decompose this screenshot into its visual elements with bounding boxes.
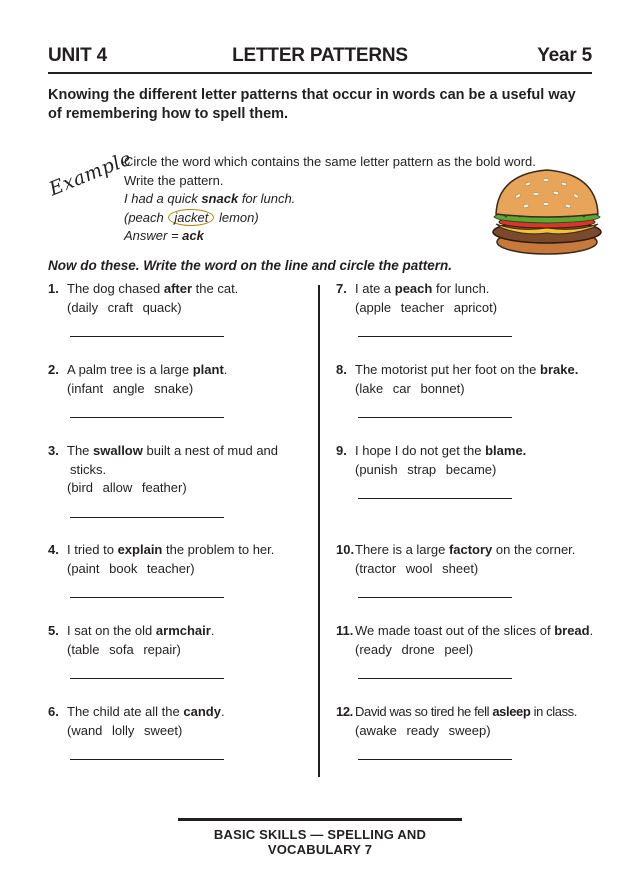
sentence-post: the cat. xyxy=(192,281,239,296)
answer-line[interactable] xyxy=(358,498,512,499)
question-4 xyxy=(48,541,274,598)
sentence-pre: I hope I do not get the xyxy=(355,443,486,458)
bold-word: after xyxy=(163,281,193,296)
sentence-post: in class. xyxy=(530,704,577,719)
bold-word: plant xyxy=(192,362,224,377)
question-sentence xyxy=(355,703,577,722)
answer-line[interactable] xyxy=(358,336,512,337)
sentence-pre: David was so tired he fell xyxy=(355,704,493,719)
answer-line[interactable] xyxy=(70,597,224,598)
example-options xyxy=(124,209,536,228)
sentence-pre: The motorist put her foot on the xyxy=(355,362,540,377)
hamburger-illustration xyxy=(488,162,606,257)
bold-word: bread xyxy=(554,623,590,638)
page-footer: BASIC SKILLS — SPELLING AND VOCABULARY 7 xyxy=(178,818,462,857)
sentence-pre: A palm tree is a large xyxy=(67,362,193,377)
answer-line[interactable] xyxy=(70,678,224,679)
question-number: 10. xyxy=(336,542,355,557)
year-label: Year 5 xyxy=(537,45,592,66)
question-9 xyxy=(336,442,526,499)
answer-line[interactable] xyxy=(70,759,224,760)
question-number: 5. xyxy=(48,623,59,638)
example-block xyxy=(124,153,536,246)
example-label: Example xyxy=(46,147,135,201)
bold-word: asleep xyxy=(492,704,531,719)
example-opt-close: lemon) xyxy=(215,209,259,225)
question-1 xyxy=(48,280,238,337)
example-instruction-1: Circle the word which contains the same letter pattern as the bold word. xyxy=(124,154,536,169)
example-answer-value: ack xyxy=(182,228,204,243)
question-sentence xyxy=(67,361,227,380)
sentence-pre: I tried to xyxy=(67,542,118,557)
question-number: 2. xyxy=(48,362,59,377)
example-sentence-post: for lunch. xyxy=(238,191,296,206)
question-number: 1. xyxy=(48,281,59,296)
question-sentence xyxy=(355,280,512,299)
example-bold-word: snack xyxy=(201,191,239,206)
answer-line[interactable] xyxy=(70,417,224,418)
question-number: 9. xyxy=(336,443,347,458)
task-instruction: Now do these. Write the word on the line and circle the pattern. xyxy=(48,258,453,273)
page-title: LETTER PATTERNS xyxy=(232,45,408,66)
unit-label: UNIT 4 xyxy=(48,45,107,66)
bold-word: swallow xyxy=(93,443,143,458)
question-sentence-continued: sticks. xyxy=(70,461,107,477)
word-options: (lake car bonnet) xyxy=(355,380,465,396)
question-5 xyxy=(48,622,224,679)
question-11 xyxy=(336,622,593,679)
example-sentence-pre: I had a quick xyxy=(124,191,202,206)
word-options: (table sofa repair) xyxy=(67,641,181,657)
question-3 xyxy=(48,442,278,518)
answer-line[interactable] xyxy=(358,678,512,679)
question-number: 11. xyxy=(336,623,354,638)
page-header xyxy=(48,44,592,74)
question-number: 4. xyxy=(48,542,59,557)
word-options: (bird allow feather) xyxy=(67,480,187,495)
example-circled-word: jacket xyxy=(168,209,214,226)
question-sentence xyxy=(355,541,575,560)
example-sentence xyxy=(124,190,536,209)
word-options: (apple teacher apricot) xyxy=(355,299,498,315)
question-7 xyxy=(336,280,512,337)
question-sentence xyxy=(355,361,578,380)
word-options: (daily craft quack) xyxy=(67,299,182,315)
sentence-pre: The dog chased xyxy=(67,281,164,296)
sentence-post: . xyxy=(223,362,228,377)
question-sentence xyxy=(67,280,238,299)
bold-word: factory xyxy=(448,542,493,557)
question-number: 7. xyxy=(336,281,347,296)
sentence-pre: I ate a xyxy=(355,281,395,296)
column-divider xyxy=(318,285,320,777)
word-options: (punish strap became) xyxy=(355,461,497,477)
question-sentence xyxy=(67,541,274,560)
example-opt-open: (peach xyxy=(124,209,168,225)
question-sentence xyxy=(67,622,224,641)
sentence-post: on the corner. xyxy=(492,542,576,557)
sentence-pre: There is a large xyxy=(355,542,449,557)
question-number: 12. xyxy=(336,704,353,719)
answer-line[interactable] xyxy=(70,336,224,337)
intro-text: Knowing the different letter patterns that occur in words can be a useful way of remembering how to spell them. xyxy=(48,87,576,122)
question-sentence xyxy=(355,442,526,461)
sentence-post: . xyxy=(210,623,215,638)
answer-line[interactable] xyxy=(358,597,512,598)
sentence-post: the problem to her. xyxy=(162,542,275,557)
sentence-pre: We made toast out of the slices of xyxy=(355,623,555,638)
sentence-post: . xyxy=(589,623,594,638)
question-sentence xyxy=(355,622,593,641)
bold-word: brake. xyxy=(540,362,579,377)
question-2 xyxy=(48,361,227,418)
word-options: (ready drone peel) xyxy=(355,641,474,657)
bold-word: candy xyxy=(183,704,221,719)
example-instruction-2: Write the pattern. xyxy=(124,172,224,188)
question-8 xyxy=(336,361,578,418)
bold-word: armchair xyxy=(155,623,211,638)
answer-line[interactable] xyxy=(70,517,224,518)
word-options: (infant angle snake) xyxy=(67,380,194,396)
answer-line[interactable] xyxy=(358,759,512,760)
question-number: 8. xyxy=(336,362,347,377)
question-12 xyxy=(336,703,577,760)
word-options: (wand lolly sweet) xyxy=(67,722,183,738)
question-10 xyxy=(336,541,575,598)
sentence-post: . xyxy=(220,704,225,719)
question-6 xyxy=(48,703,225,760)
sentence-post: for lunch. xyxy=(432,281,490,296)
bold-word: blame. xyxy=(485,443,527,458)
question-number: 3. xyxy=(48,443,59,458)
answer-line[interactable] xyxy=(358,417,512,418)
example-answer xyxy=(124,227,536,246)
word-options: (paint book teacher) xyxy=(67,560,195,576)
sentence-pre: The child ate all the xyxy=(67,704,184,719)
sentence-pre: The xyxy=(67,443,94,458)
question-number: 6. xyxy=(48,704,59,719)
word-options: (awake ready sweep) xyxy=(355,722,491,738)
sentence-post: built a nest of mud and xyxy=(142,443,279,458)
word-options: (tractor wool sheet) xyxy=(355,560,479,576)
example-answer-label: Answer = xyxy=(124,228,183,243)
question-sentence xyxy=(67,442,278,461)
bold-word: peach xyxy=(394,281,433,296)
bold-word: explain xyxy=(117,542,163,557)
sentence-pre: I sat on the old xyxy=(67,623,156,638)
question-sentence xyxy=(67,703,225,722)
